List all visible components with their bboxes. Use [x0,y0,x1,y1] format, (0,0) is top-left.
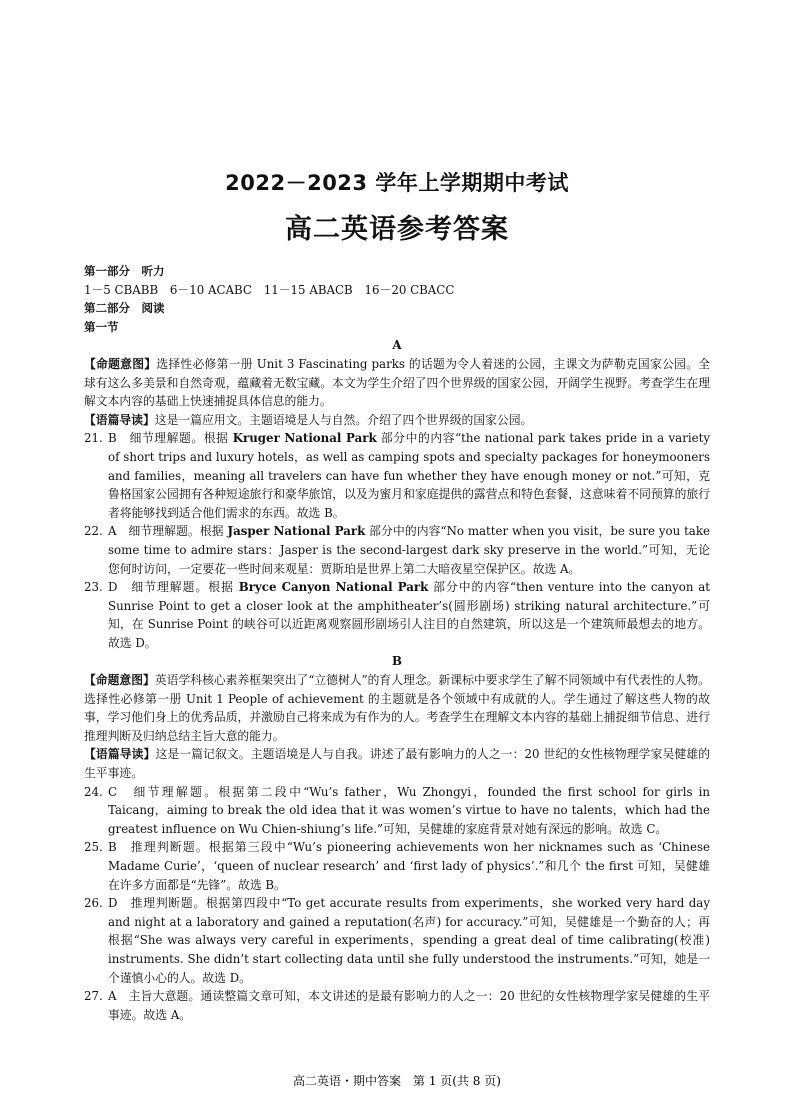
passage-b-intent: 【命题意图】英语学科核心素养框架突出了“立德树人”的育人理念。新课标中要求学生了解不同领域中有代表性的人物。选择性必修第一册 Unit 1 People of achievement 的主题就是各个领域中有成就的人。学生通过了解这些人物的故事，学习他们身上的优秀品质，并激励自己将来成为有作为的人。考查学生在理解文本内容的基础上捕捉细节信息、进行推理判断及归纳总结主旨大意的能力。 [84,673,710,743]
question-number: 23. [84,580,103,595]
answer-explanation [108,522,710,578]
explanation-prefix: 细节理解题。根据第二段中 [117,784,304,799]
answer-item [84,578,710,652]
answer-explanation [108,783,710,839]
answer-explanation [108,987,710,1024]
answer-explanation [108,429,710,522]
answer-item [84,987,710,1024]
page-footer: 高二英语・期中答案 第 1 页(共 8 页) [293,1074,501,1088]
explanation-text: “Wu’s pioneering achievements won her nicknames such as ‘Chinese Madame Curie’，‘queen of nuclear research’ and ‘first lady of physics’.”和几个 the first 可知，吴健雄在许多方面都是“先锋”。故选 B。 [108,840,710,892]
answer-letter: A [108,989,117,1004]
question-number: 26. [84,896,103,911]
answer-letter: B [108,840,117,855]
explanation-text: 部分中的内容“the national park takes pride in a variety of short trips and luxury hotels，as well as camping spots and specialty packages for honeymooners and families，meaning all travelers can have fun whether they have enough money or not.”可知，克鲁格国家公园拥有各种短途旅行和豪华旅馆，以及为蜜月和家庭提供的露营点和特色套餐，这意味着不同预算的旅行者将能够找到适合他们需求的东西。故选 B。 [108,431,710,520]
answer-item [84,429,710,522]
answer-item [84,783,710,839]
passage-b-guide: 【语篇导读】这是一篇记叙文。主题语境是人与自我。讲述了最有影响力的人之一：20 世纪的女性核物理学家吴健雄的生平事迹。 [84,747,710,781]
explanation-text: “Wu’s father，Wu Zhongyi，founded the first school for girls in Taicang，aiming to break the old idea that it was women’s virtue to have no talents，which had the greatest influence on Wu Chien-shiung’s life.”可知，吴健雄的家庭背景对她有深远的影响。故选 C。 [108,784,710,836]
section-name: Bryce Canyon National Park [238,580,429,595]
answer-title: 高二英语参考答案 [285,214,509,245]
answer-letter: B [108,431,117,446]
question-number: 24. [84,784,103,799]
reading-heading: 第二部分 阅读 [84,301,165,316]
answer-explanation [108,578,710,652]
question-number: 27. [84,989,103,1004]
explanation-prefix: 推理判断题。根据第三段中 [116,840,287,855]
answer-explanation [108,838,710,894]
answer-letter: D [108,580,118,595]
question-number: 21. [84,431,103,446]
explanation-text: 部分中的内容“No matter when you visit，be sure you take some time to admire stars：Jasper is the second-largest dark sky preserve in the world.”可知，无论您何时访问，一定要花一些时间来观星：贾斯珀是世界上第二大暗夜星空保护区。故选 A。 [108,524,710,576]
listening-answers: 1－5 CBABB 6－10 ACABC 11－15 ABACB 16－20 CBACC [84,282,455,297]
listening-heading: 第一部分 听力 [84,264,165,278]
explanation-prefix: 细节理解题。根据 [116,431,233,446]
passage-b-label: B [392,654,402,669]
explanation-prefix: 细节理解题。根据 [116,524,228,539]
passage-a-items [84,429,710,652]
passage-a-guide: 【语篇导读】这是一篇应用文。主题语境是人与自然。介绍了四个世界级的国家公园。 [84,412,533,427]
explanation-prefix: 推理判断题。根据第四段中 [117,896,282,911]
answer-letter: D [108,896,118,911]
answer-item [84,894,710,987]
answer-item [84,522,710,578]
explanation-prefix: 细节理解题。根据 [117,580,239,595]
passage-a-intent: 【命题意图】选择性必修第一册 Unit 3 Fascinating parks 的话题为令人着迷的公园，主课文为萨勒克国家公园。全球有这么多美景和自然奇观，蕴藏着无数宝藏。本文为学生介绍了四个世界级的国家公园，开阔学生视野。考查学生在理解文本内容的基础上快速捕捉具体信息的能力。 [84,356,710,409]
explanation-text: 部分中的内容“then venture into the canyon at Sunrise Point to get a closer look at the amphitheater’s(圆形剧场) striking natural architecture.”可知，在 Sunrise Point 的峡谷可以近距离观察圆形剧场引人注目的自然建筑，所以这是一个建筑师最想去的地方。故选 D。 [108,580,710,650]
explanation-text: “To get accurate results from experiments，she worked very hard day and night at a laboratory and gained a reputation(名声) for accuracy.”可知，吴健雄是一个勤奋的人；再根据“She was always very careful in experiments，spending a great deal of time calibrating(校准) instruments. She didn’t start collecting data until she fully understood the instruments.”可知，她是一个谨慎小心的人。故选 D。 [108,896,710,985]
explanation-prefix: 主旨大意题。通读整篇文章可知，本文讲述的是最有影响力的人之一：20 世纪的女性核物理学家吴健雄的生平事迹。故选 A。 [108,989,710,1022]
passage-b-items [84,783,710,1025]
answer-item [84,838,710,894]
answer-letter: A [108,524,117,539]
passage-a-label: A [392,338,402,353]
exam-title: 2022－2023 学年上学期期中考试 [225,171,569,195]
question-number: 22. [84,524,103,539]
answer-letter: C [108,784,118,799]
section-one-heading: 第一节 [84,319,119,334]
section-name: Jasper National Park [227,524,366,539]
question-number: 25. [84,840,103,855]
section-name: Kruger National Park [232,431,377,446]
answer-explanation [108,894,710,987]
